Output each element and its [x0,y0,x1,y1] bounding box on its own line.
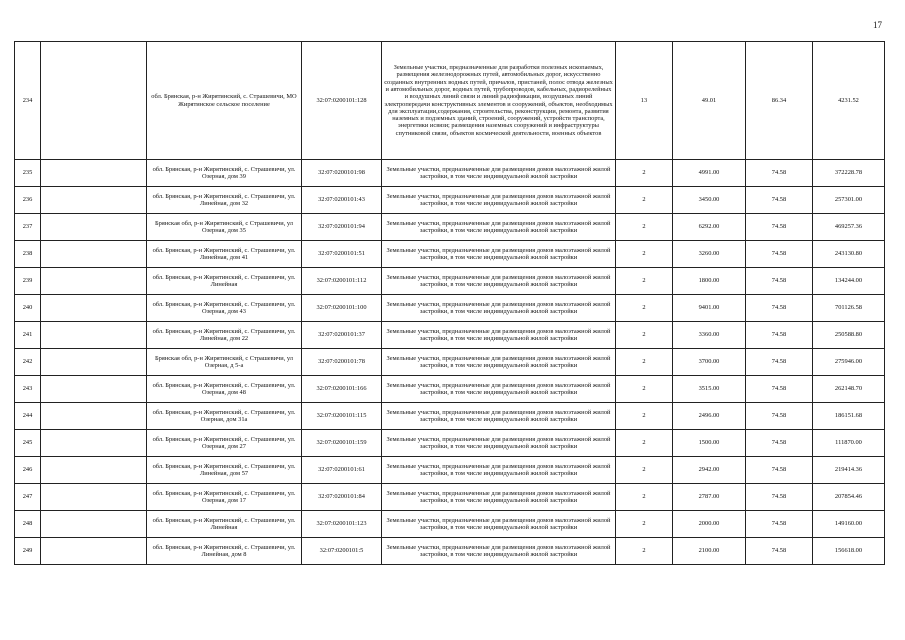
rate-cell: 74.58 [746,376,813,403]
category-cell: 2 [616,430,673,457]
address-cell: обл. Брянская, р-н Жирятинский, с. Страшевичи, ул. Линейная, дом 32 [147,187,302,214]
land-use-purpose-cell: Земельные участки, предназначенные для размещения домов малоэтажной жилой застройки, в том числе индивидуальной жилой застройки [382,214,616,241]
cadastral-value-cell: 257301.00 [813,187,885,214]
cadastral-value-cell: 701126.58 [813,295,885,322]
area-cell: 2787.00 [673,484,746,511]
land-use-purpose-cell: Земельные участки, предназначенные для размещения домов малоэтажной жилой застройки, в том числе индивидуальной жилой застройки [382,484,616,511]
category-cell: 2 [616,268,673,295]
address-cell: обл. Брянская, р-н Жирятинский, с. Страшевичи, МО Жирятинское сельское поселение [147,42,302,160]
cadastral-number-cell: 32:07:0200101:94 [302,214,382,241]
table-row [15,376,885,403]
empty-cell [41,457,147,484]
area-cell: 3260.00 [673,241,746,268]
cadastral-number-cell: 32:07:0200101:115 [302,403,382,430]
cadastral-number-cell: 32:07:0200101:98 [302,160,382,187]
category-cell: 2 [616,214,673,241]
address-cell: обл. Брянская, р-н Жирятинский, с. Страшевичи, ул. Озерная, дом 31а [147,403,302,430]
cadastral-value-cell: 262148.70 [813,376,885,403]
row-number-cell: 244 [15,403,41,430]
land-use-purpose-cell: Земельные участки, предназначенные для размещения домов малоэтажной жилой застройки, в том числе индивидуальной жилой застройки [382,511,616,538]
address-cell: обл. Брянская, р-н Жирятинский, с. Страшевичи, ул. Озерная, дом 17 [147,484,302,511]
rate-cell: 74.58 [746,511,813,538]
cadastral-number-cell: 32:07:0200101:159 [302,430,382,457]
cadastral-number-cell: 32:07:0200101:51 [302,241,382,268]
area-cell: 2000.00 [673,511,746,538]
cadastral-number-cell: 32:07:0200101:123 [302,511,382,538]
table-row [15,214,885,241]
rate-cell: 74.58 [746,538,813,565]
cadastral-value-cell: 186151.68 [813,403,885,430]
land-use-purpose-cell: Земельные участки, предназначенные для размещения домов малоэтажной жилой застройки, в том числе индивидуальной жилой застройки [382,187,616,214]
land-use-purpose-cell: Земельные участки, предназначенные для размещения домов малоэтажной жилой застройки, в том числе индивидуальной жилой застройки [382,430,616,457]
category-cell: 13 [616,42,673,160]
address-cell: обл. Брянская, р-н Жирятинский, с. Страшевичи, ул. Озерная, дом 48 [147,376,302,403]
cadastral-value-cell: 134244.00 [813,268,885,295]
rate-cell: 74.58 [746,268,813,295]
table-row [15,187,885,214]
area-cell: 2100.00 [673,538,746,565]
address-cell: обл. Брянская, р-н Жирятинский, с. Страшевичи, ул. Линейная, дом 22 [147,322,302,349]
rate-cell: 74.58 [746,322,813,349]
address-cell: Брянская обл, р-н Жирятинский, с Страшевичи, ул Озерная, д 5-а [147,349,302,376]
cadastral-number-cell: 32:07:0200101:100 [302,295,382,322]
rate-cell: 74.58 [746,430,813,457]
cadastral-number-cell: 32:07:0200101:5 [302,538,382,565]
rate-cell: 74.58 [746,187,813,214]
empty-cell [41,42,147,160]
empty-cell [41,322,147,349]
empty-cell [41,538,147,565]
row-number-cell: 242 [15,349,41,376]
land-use-purpose-cell: Земельные участки, предназначенные для размещения домов малоэтажной жилой застройки, в том числе индивидуальной жилой застройки [382,241,616,268]
land-use-purpose-cell: Земельные участки, предназначенные для размещения домов малоэтажной жилой застройки, в том числе индивидуальной жилой застройки [382,403,616,430]
address-cell: обл. Брянская, р-н Жирятинский, с. Страшевичи, ул. Линейная, дом 57 [147,457,302,484]
row-number-cell: 236 [15,187,41,214]
row-number-cell: 248 [15,511,41,538]
page-number: 17 [873,20,882,30]
area-cell: 9401.00 [673,295,746,322]
table-row [15,268,885,295]
table-row [15,484,885,511]
table-row [15,538,885,565]
area-cell: 2496.00 [673,403,746,430]
table-row [15,403,885,430]
table-body [15,42,885,565]
category-cell: 2 [616,349,673,376]
cadastral-number-cell: 32:07:0200101:84 [302,484,382,511]
table-row [15,349,885,376]
cadastral-value-cell: 207854.46 [813,484,885,511]
rate-cell: 74.58 [746,484,813,511]
area-cell: 3515.00 [673,376,746,403]
cadastral-value-cell: 156618.00 [813,538,885,565]
row-number-cell: 237 [15,214,41,241]
land-registry-table [14,41,885,565]
address-cell: обл. Брянская, р-н Жирятинский, с. Страшевичи, ул. Линейная [147,511,302,538]
cadastral-value-cell: 149160.00 [813,511,885,538]
empty-cell [41,511,147,538]
category-cell: 2 [616,160,673,187]
area-cell: 6292.00 [673,214,746,241]
category-cell: 2 [616,511,673,538]
row-number-cell: 241 [15,322,41,349]
category-cell: 2 [616,187,673,214]
address-cell: обл. Брянская, р-н Жирятинский, с. Страшевичи, ул. Озерная, дом 39 [147,160,302,187]
cadastral-number-cell: 32:07:0200101:43 [302,187,382,214]
cadastral-number-cell: 32:07:0200101:61 [302,457,382,484]
cadastral-number-cell: 32:07:0200101:112 [302,268,382,295]
land-use-purpose-cell: Земельные участки, предназначенные для размещения домов малоэтажной жилой застройки, в том числе индивидуальной жилой застройки [382,295,616,322]
rate-cell: 74.58 [746,349,813,376]
area-cell: 3700.00 [673,349,746,376]
cadastral-value-cell: 250588.80 [813,322,885,349]
address-cell: обл. Брянская, р-н Жирятинский, с. Страшевичи, ул. Линейная, дом 8 [147,538,302,565]
land-use-purpose-cell: Земельные участки, предназначенные для размещения домов малоэтажной жилой застройки, в том числе индивидуальной жилой застройки [382,376,616,403]
row-number-cell: 234 [15,42,41,160]
cadastral-value-cell: 4231.52 [813,42,885,160]
rate-cell: 74.58 [746,241,813,268]
row-number-cell: 239 [15,268,41,295]
area-cell: 2942.00 [673,457,746,484]
rate-cell: 74.58 [746,457,813,484]
table-row [15,322,885,349]
cadastral-number-cell: 32:07:0200101:128 [302,42,382,160]
category-cell: 2 [616,538,673,565]
row-number-cell: 245 [15,430,41,457]
row-number-cell: 238 [15,241,41,268]
area-cell: 49.01 [673,42,746,160]
cadastral-number-cell: 32:07:0200101:37 [302,322,382,349]
table-row [15,457,885,484]
category-cell: 2 [616,295,673,322]
row-number-cell: 247 [15,484,41,511]
table-row [15,241,885,268]
area-cell: 4991.00 [673,160,746,187]
empty-cell [41,160,147,187]
empty-cell [41,376,147,403]
area-cell: 3360.00 [673,322,746,349]
empty-cell [41,484,147,511]
row-number-cell: 240 [15,295,41,322]
address-cell: Брянская обл, р-н Жирятинский, с Страшевичи, ул Озерная, дом 35 [147,214,302,241]
empty-cell [41,268,147,295]
table-row [15,42,885,160]
area-cell: 1500.00 [673,430,746,457]
category-cell: 2 [616,241,673,268]
category-cell: 2 [616,403,673,430]
rate-cell: 74.58 [746,403,813,430]
table-row [15,160,885,187]
cadastral-value-cell: 372228.78 [813,160,885,187]
cadastral-value-cell: 111870.00 [813,430,885,457]
empty-cell [41,430,147,457]
empty-cell [41,403,147,430]
land-use-purpose-cell: Земельные участки, предназначенные для размещения домов малоэтажной жилой застройки, в том числе индивидуальной жилой застройки [382,322,616,349]
row-number-cell: 246 [15,457,41,484]
land-use-purpose-cell: Земельные участки, предназначенные для размещения домов малоэтажной жилой застройки, в том числе индивидуальной жилой застройки [382,457,616,484]
area-cell: 3450.00 [673,187,746,214]
land-use-purpose-cell: Земельные участки, предназначенные для размещения домов малоэтажной жилой застройки, в том числе индивидуальной жилой застройки [382,538,616,565]
address-cell: обл. Брянская, р-н Жирятинский, с. Страшевичи, ул. Озерная, дом 43 [147,295,302,322]
empty-cell [41,295,147,322]
empty-cell [41,214,147,241]
land-use-purpose-cell: Земельные участки, предназначенные для размещения домов малоэтажной жилой застройки, в том числе индивидуальной жилой застройки [382,349,616,376]
category-cell: 2 [616,322,673,349]
land-use-purpose-cell: Земельные участки, предназначенные для размещения домов малоэтажной жилой застройки, в том числе индивидуальной жилой застройки [382,160,616,187]
cadastral-number-cell: 32:07:0200101:166 [302,376,382,403]
table-row [15,511,885,538]
empty-cell [41,241,147,268]
cadastral-value-cell: 469257.36 [813,214,885,241]
land-use-purpose-cell: Земельные участки, предназначенные для размещения домов малоэтажной жилой застройки, в том числе индивидуальной жилой застройки [382,268,616,295]
rate-cell: 74.58 [746,214,813,241]
address-cell: обл. Брянская, р-н Жирятинский, с. Страшевичи, ул. Озерная, дом 27 [147,430,302,457]
land-use-purpose-cell: Земельные участки, предназначенные для разработки полезных ископаемых, размещения железнодорожных путей, автомобильных дорог, искусственно созданных внутренних водных путей, причалов, пристаней, полос отвода железных и автомобильных дорог, водных путей, трубопроводов, кабельных, радиорелейных и воздушных линий связи и линий радиофикации, воздушных линий электропередачи конструктивных элементов и сооружений, объектов, необходимых для эксплуатации,содержания, строительства, реконструкции, ремонта, развития наземных и подземных зданий, строений, сооружений, устройств транспорта, энергетики исвязи; размещения наземных сооружений и инфраструктуры спутниковой связи, объектов космической деятельности, военных объектов [382,42,616,160]
category-cell: 2 [616,376,673,403]
rate-cell: 74.58 [746,295,813,322]
row-number-cell: 235 [15,160,41,187]
cadastral-number-cell: 32:07:0200101:78 [302,349,382,376]
cadastral-value-cell: 243130.80 [813,241,885,268]
cadastral-value-cell: 219414.36 [813,457,885,484]
address-cell: обл. Брянская, р-н Жирятинский, с. Страшевичи, ул. Линейная, дом 41 [147,241,302,268]
category-cell: 2 [616,484,673,511]
empty-cell [41,187,147,214]
rate-cell: 86.34 [746,42,813,160]
row-number-cell: 243 [15,376,41,403]
cadastral-value-cell: 275946.00 [813,349,885,376]
table-row [15,295,885,322]
table-row [15,430,885,457]
category-cell: 2 [616,457,673,484]
empty-cell [41,349,147,376]
area-cell: 1800.00 [673,268,746,295]
rate-cell: 74.58 [746,160,813,187]
address-cell: обл. Брянская, р-н Жирятинский, с. Страшевичи, ул. Линейная [147,268,302,295]
row-number-cell: 249 [15,538,41,565]
